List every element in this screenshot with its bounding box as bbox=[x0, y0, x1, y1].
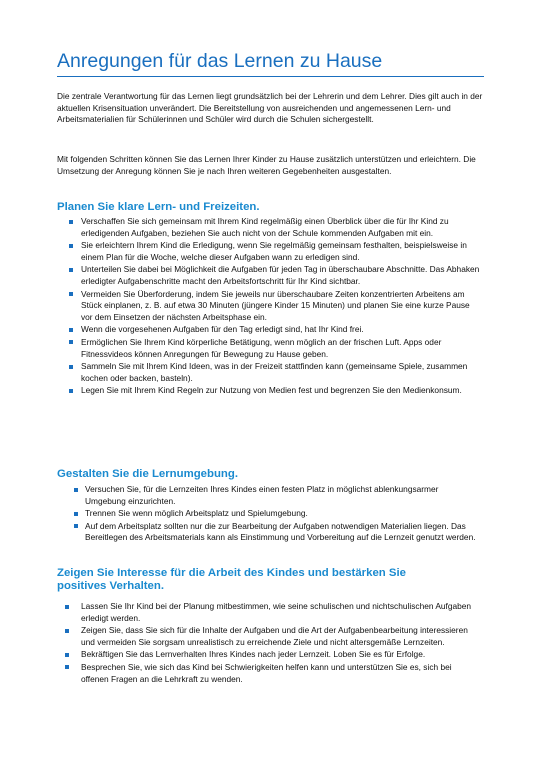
square-bullet-icon bbox=[69, 268, 73, 272]
square-bullet-icon bbox=[69, 220, 73, 224]
square-bullet-icon bbox=[69, 340, 73, 344]
square-bullet-icon bbox=[65, 665, 69, 669]
title-underline bbox=[57, 76, 484, 77]
square-bullet-icon bbox=[69, 328, 73, 332]
square-bullet-icon bbox=[69, 244, 73, 248]
list-item-text: Zeigen Sie, dass Sie sich für die Inhalte der Aufgaben und die Art der Aufgabenbearbeitung interessieren und vermeiden Sie sorgsam unrealistisch zu erreichende Ziele und nicht altersgemäße Lernzeiten. bbox=[81, 625, 468, 647]
intro-paragraph-2: Mit folgenden Schritten können Sie das Lernen Ihrer Kinder zu Hause zusätzlich unterstützen und erleichtern. Die Umsetzung der Anregung können Sie je nach Ihren weiteren Gegebenheiten ausgestalten. bbox=[57, 154, 476, 176]
list-item-text: Versuchen Sie, für die Lernzeiten Ihres Kindes einen festen Platz in möglichst ablenkungsarmer Umgebung einzurichten. bbox=[85, 484, 439, 506]
bullet-list-plan bbox=[81, 216, 481, 397]
list-item-text: Verschaffen Sie sich gemeinsam mit Ihrem Kind regelmäßig einen Überblick über die für Ihr Kind zu erledigenden Aufgaben, beziehen Sie auch nicht von der Schule kommenden Aufgaben mit ein. bbox=[81, 216, 449, 238]
list-item-text: Trennen Sie wenn möglich Arbeitsplatz und Spielumgebung. bbox=[85, 508, 308, 519]
list-item bbox=[85, 521, 481, 544]
square-bullet-icon bbox=[69, 292, 73, 296]
list-item-text: Lassen Sie Ihr Kind bei der Planung mitbestimmen, wie seine schulischen und nichtschulischen Aufgaben erledigt werden. bbox=[81, 601, 472, 623]
list-item bbox=[81, 385, 481, 397]
section-heading-interest: Zeigen Sie Interesse für die Arbeit des Kindes und bestärken Sie positives Verhalten. bbox=[57, 567, 406, 592]
section-heading-plan: Planen Sie klare Lern- und Freizeiten. bbox=[57, 201, 260, 213]
square-bullet-icon bbox=[69, 365, 73, 369]
list-item-text: Unterteilen Sie dabei bei Möglichkeit die Aufgaben für jeden Tag in überschaubare Abschnitte. Das Abhaken erledigter Aufgabenschritte macht den Arbeitsfortschritt für Ihr Kind sichtbar. bbox=[81, 264, 480, 286]
list-item bbox=[81, 625, 481, 648]
intro-paragraph-1: Die zentrale Verantwortung für das Lernen liegt grundsätzlich bei der Lehrerin und dem Lehrer. Dies gilt auch in der aktuellen Krisensituation unverändert. Die Bereitstellung von ausreichenden und angemessenen Lern- und Arbeitsmaterialien für Schülerinnen und Schüler wird durch die Schulen sichergestellt. bbox=[57, 91, 483, 125]
list-item-text: Sie erleichtern Ihrem Kind die Erledigung, wenn Sie regelmäßig gemeinsam festhalten, beispielsweise in einem Plan für die Woche, welche dieser Aufgaben wann zu erledigen sind. bbox=[81, 240, 467, 262]
list-item bbox=[81, 289, 481, 324]
list-item bbox=[81, 216, 481, 239]
square-bullet-icon bbox=[74, 488, 78, 492]
page-title: Anregungen für das Lernen zu Hause bbox=[57, 50, 383, 72]
square-bullet-icon bbox=[69, 389, 73, 393]
square-bullet-icon bbox=[74, 512, 78, 516]
square-bullet-icon bbox=[65, 605, 69, 609]
list-item bbox=[81, 324, 481, 336]
list-item bbox=[81, 337, 481, 360]
list-item bbox=[81, 264, 481, 287]
bullet-list-interest bbox=[81, 601, 481, 685]
list-item-text: Bekräftigen Sie das Lernverhalten Ihres Kindes nach jeder Lernzeit. Loben Sie es für Erfolge. bbox=[81, 649, 426, 660]
list-item bbox=[85, 508, 481, 520]
list-item-text: Wenn die vorgesehenen Aufgaben für den Tag erledigt sind, hat Ihr Kind frei. bbox=[81, 324, 364, 335]
list-item bbox=[81, 662, 481, 685]
list-item bbox=[81, 601, 481, 624]
list-item-text: Vermeiden Sie Überforderung, indem Sie jeweils nur überschaubare Zeiten konzentrierten Arbeitens am Stück einplanen, z. B. auf etwa 30 Minuten (jüngere Kinder 15 Minuten) und planen Sie eine kurze Pause vor dem Einsetzen der nächsten Arbeitsphase ein. bbox=[81, 288, 470, 322]
section-heading-environment: Gestalten Sie die Lernumgebung. bbox=[57, 468, 239, 480]
bullet-list-environment bbox=[85, 484, 481, 544]
list-item bbox=[81, 361, 481, 384]
list-item bbox=[81, 240, 481, 263]
list-item-text: Sammeln Sie mit Ihrem Kind Ideen, was in der Freizeit stattfinden kann (gemeinsame Spiele, zusammen kochen oder backen, basteln). bbox=[81, 361, 468, 383]
square-bullet-icon bbox=[74, 524, 78, 528]
list-item bbox=[85, 484, 481, 507]
square-bullet-icon bbox=[65, 653, 69, 657]
list-item-text: Ermöglichen Sie Ihrem Kind körperliche Betätigung, wenn möglich an der frischen Luft. Apps oder Fitnessvideos können Anregungen für Bewegung zu Hause geben. bbox=[81, 336, 442, 359]
square-bullet-icon bbox=[65, 629, 69, 633]
list-item-text: Legen Sie mit Ihrem Kind Regeln zur Nutzung von Medien fest und begrenzen Sie den Medienkonsum. bbox=[81, 385, 462, 396]
list-item bbox=[81, 649, 481, 661]
list-item-text: Besprechen Sie, wie sich das Kind bei Schwierigkeiten helfen kann und unterstützen Sie es, sich bei offenen Fragen an die Lehrkraft zu wenden. bbox=[81, 661, 452, 684]
list-item-text: Auf dem Arbeitsplatz sollten nur die zur Bearbeitung der Aufgaben notwendigen Materialien liegen. Das Bereitlegen des Arbeitsmaterials kann als Einstimmung und Vorbereitung auf die Lernzeit genutzt werden. bbox=[85, 520, 476, 543]
